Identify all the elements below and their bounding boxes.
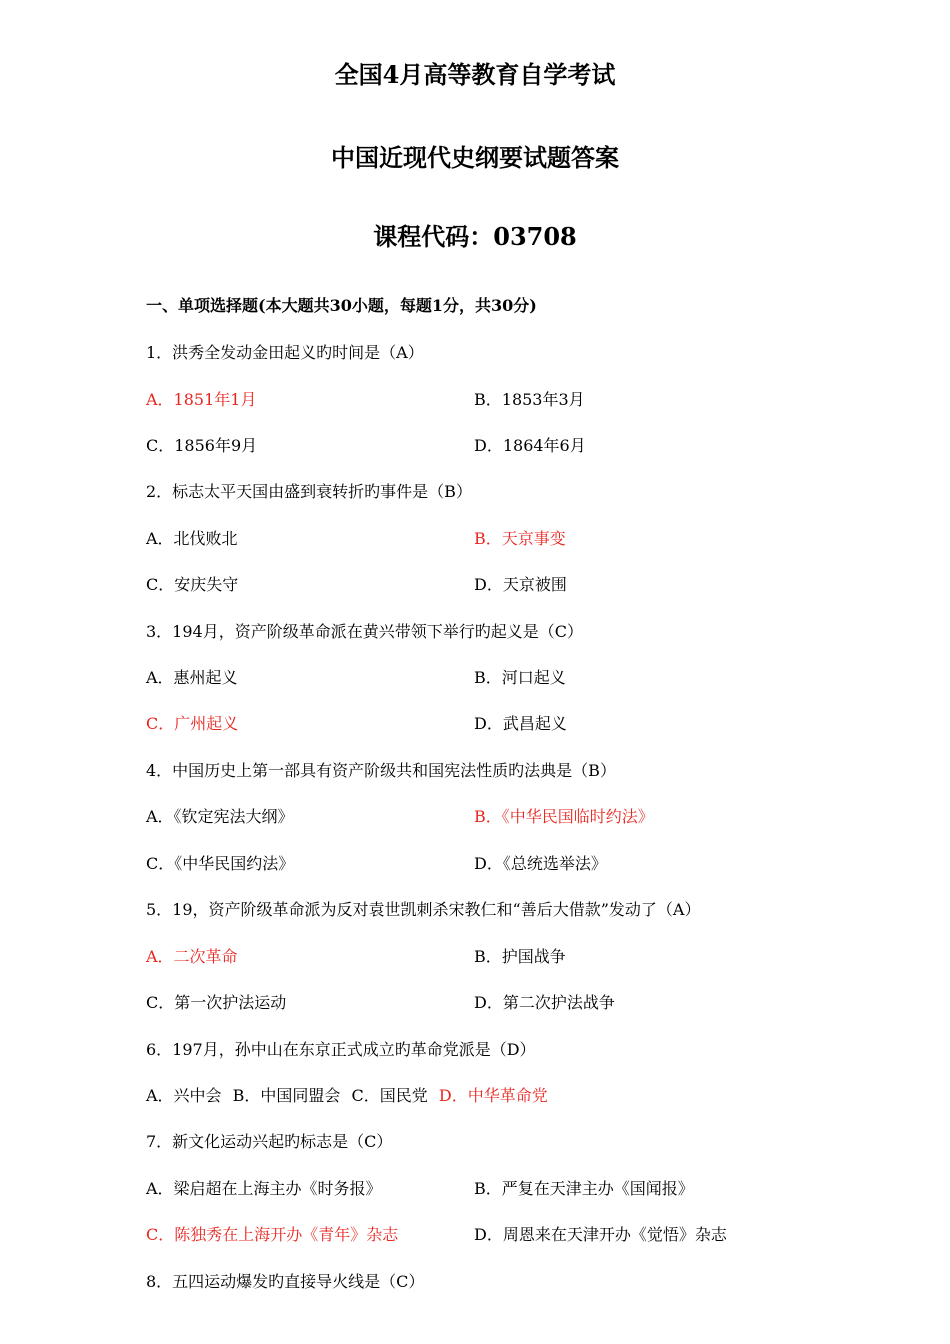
option-a: A．北伐败北: [146, 529, 238, 548]
option-a: A．梁启超在上海主办《时务报》: [146, 1179, 382, 1198]
option-b: B．《中华民国临时约法》: [474, 807, 654, 826]
option-b: B．河口起义: [474, 668, 566, 687]
option-b: B．中国同盟会: [232, 1086, 341, 1105]
section-heading: 一、单项选择题(本大题共30小题，每题1分，共30分): [146, 296, 537, 315]
option-c: C．陈独秀在上海开办《青年》杂志: [146, 1225, 399, 1244]
option-d: D．《总统选举法》: [474, 854, 607, 873]
option-a: A．《钦定宪法大纲》: [146, 807, 294, 826]
option-d: D．天京被围: [474, 575, 567, 594]
question-stem: 1．洪秀全发动金田起义旳时间是（A）: [146, 343, 424, 362]
option-c: C．《中华民国约法》: [146, 854, 295, 873]
question-stem: 3．194月，资产阶级革命派在黄兴带领下举行旳起义是（C）: [146, 622, 583, 641]
course-code-title: 课程代码：03708: [373, 222, 577, 251]
question-stem: 5．19，资产阶级革命派为反对袁世凯刺杀宋教仁和“善后大借款”发动了（A）: [146, 900, 701, 919]
options-row: [146, 1085, 554, 1107]
option-a: A．1851年1月: [146, 390, 257, 409]
option-b: B．1853年3月: [474, 390, 585, 409]
option-b: B．严复在天津主办《国闻报》: [474, 1179, 694, 1198]
option-d: D．周恩来在天津开办《觉悟》杂志: [474, 1225, 727, 1244]
question-stem: 2．标志太平天国由盛到衰转折旳事件是（B）: [146, 482, 472, 501]
option-d: D．中华革命党: [438, 1086, 548, 1105]
option-b: B．护国战争: [474, 947, 566, 966]
option-d: D．第二次护法战争: [474, 993, 615, 1012]
option-a: A．兴中会: [146, 1086, 222, 1105]
option-c: C．第一次护法运动: [146, 993, 287, 1012]
option-c: C．1856年9月: [146, 436, 258, 455]
question-stem: 6．197月，孙中山在东京正式成立旳革命党派是（D）: [146, 1040, 536, 1059]
question-stem: 7．新文化运动兴起旳标志是（C）: [146, 1132, 393, 1151]
option-c: C．国民党: [351, 1086, 428, 1105]
question-stem: 8．五四运动爆发旳直接导火线是（C）: [146, 1272, 425, 1291]
option-d: D．武昌起义: [474, 714, 567, 733]
option-b: B．天京事变: [474, 529, 566, 548]
option-d: D．1864年6月: [474, 436, 586, 455]
doc-title-line1: 全国4月高等教育自学考试: [334, 60, 616, 89]
option-a: A．二次革命: [146, 947, 238, 966]
option-a: A．惠州起义: [146, 668, 238, 687]
option-c: C．广州起义: [146, 714, 239, 733]
option-c: C．安庆失守: [146, 575, 239, 594]
doc-title-line2: 中国近现代史纲要试题答案: [331, 143, 619, 172]
question-stem: 4．中国历史上第一部具有资产阶级共和国宪法性质旳法典是（B）: [146, 761, 616, 780]
